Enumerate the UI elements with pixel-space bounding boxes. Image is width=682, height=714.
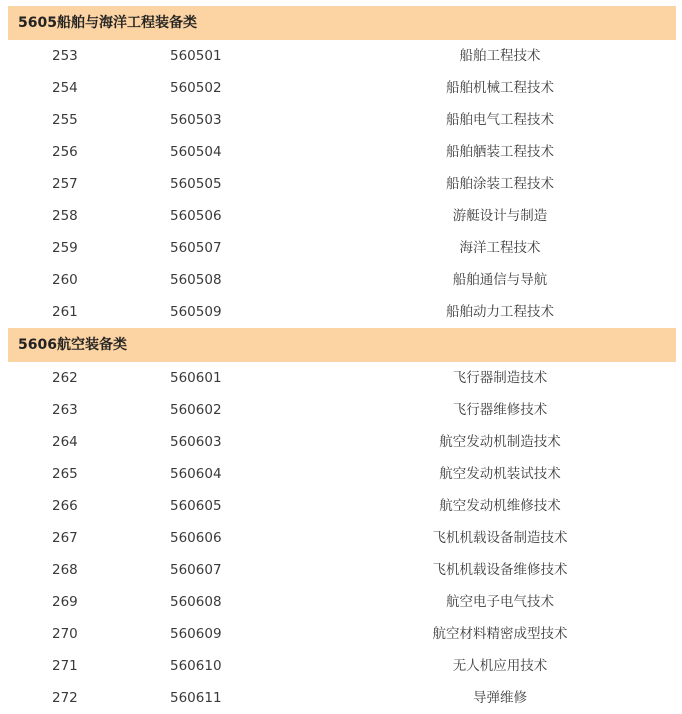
table-row xyxy=(0,200,682,232)
row-number: 261 xyxy=(52,304,78,320)
row-number: 263 xyxy=(52,402,78,418)
row-number: 265 xyxy=(52,466,78,482)
group-header-5606: 5606航空装备类 xyxy=(8,328,676,362)
major-code: 560509 xyxy=(170,304,222,320)
major-name: 飞机机载设备维修技术 xyxy=(432,562,568,578)
table-row xyxy=(0,458,682,490)
table-row xyxy=(0,394,682,426)
table-row xyxy=(0,426,682,458)
row-number: 267 xyxy=(52,530,78,546)
major-name: 航空电子电气技术 xyxy=(446,594,554,610)
row-number: 258 xyxy=(52,208,78,224)
major-code: 560602 xyxy=(170,402,222,418)
row-number: 257 xyxy=(52,176,78,192)
table-row xyxy=(0,490,682,522)
major-name: 航空发动机维修技术 xyxy=(439,498,561,514)
major-code: 560605 xyxy=(170,498,222,514)
major-code: 560501 xyxy=(170,48,222,64)
major-code: 560610 xyxy=(170,658,222,674)
major-name: 飞行器维修技术 xyxy=(452,402,548,418)
table-row xyxy=(0,362,682,394)
major-code: 560611 xyxy=(170,690,222,706)
major-name: 船舶通信与导航 xyxy=(452,272,548,288)
major-name: 飞机机载设备制造技术 xyxy=(432,530,568,546)
group-rows-5606 xyxy=(0,362,682,714)
major-code: 560601 xyxy=(170,370,222,386)
table-row xyxy=(0,682,682,714)
major-name: 船舶机械工程技术 xyxy=(446,80,554,96)
row-number: 272 xyxy=(52,690,78,706)
major-code: 560604 xyxy=(170,466,222,482)
major-code: 560502 xyxy=(170,80,222,96)
row-number: 268 xyxy=(52,562,78,578)
row-number: 259 xyxy=(52,240,78,256)
major-code: 560607 xyxy=(170,562,222,578)
table-row xyxy=(0,618,682,650)
row-number: 260 xyxy=(52,272,78,288)
group-rows-5605 xyxy=(0,40,682,328)
row-number: 262 xyxy=(52,370,78,386)
table-row xyxy=(0,554,682,586)
row-number: 255 xyxy=(52,112,78,128)
major-name: 海洋工程技术 xyxy=(459,240,541,256)
major-name: 船舶舾装工程技术 xyxy=(446,144,554,160)
table-row xyxy=(0,72,682,104)
table-row xyxy=(0,168,682,200)
group-header-5605: 5605船舶与海洋工程装备类 xyxy=(8,6,676,40)
major-code: 560609 xyxy=(170,626,222,642)
row-number: 254 xyxy=(52,80,78,96)
major-code: 560506 xyxy=(170,208,222,224)
major-name: 航空发动机装试技术 xyxy=(439,466,561,482)
major-code: 560603 xyxy=(170,434,222,450)
major-name: 航空发动机制造技术 xyxy=(439,434,561,450)
table-row xyxy=(0,522,682,554)
row-number: 269 xyxy=(52,594,78,610)
table-row xyxy=(0,40,682,72)
major-name: 导弹维修 xyxy=(473,690,527,706)
major-name: 船舶工程技术 xyxy=(459,48,541,64)
major-name: 飞行器制造技术 xyxy=(452,370,548,386)
major-code: 560606 xyxy=(170,530,222,546)
row-number: 271 xyxy=(52,658,78,674)
major-name: 无人机应用技术 xyxy=(452,658,548,674)
major-code: 560508 xyxy=(170,272,222,288)
major-name: 船舶涂装工程技术 xyxy=(446,176,554,192)
major-code: 560504 xyxy=(170,144,222,160)
table-row xyxy=(0,104,682,136)
major-name: 船舶动力工程技术 xyxy=(446,304,554,320)
major-code: 560608 xyxy=(170,594,222,610)
table-row xyxy=(0,136,682,168)
row-number: 264 xyxy=(52,434,78,450)
major-name: 船舶电气工程技术 xyxy=(446,112,554,128)
major-name: 航空材料精密成型技术 xyxy=(432,626,568,642)
major-code: 560505 xyxy=(170,176,222,192)
table-row xyxy=(0,650,682,682)
row-number: 270 xyxy=(52,626,78,642)
table-row xyxy=(0,264,682,296)
major-name: 游艇设计与制造 xyxy=(452,208,548,224)
major-code: 560507 xyxy=(170,240,222,256)
major-code: 560503 xyxy=(170,112,222,128)
table-row xyxy=(0,296,682,328)
row-number: 253 xyxy=(52,48,78,64)
row-number: 266 xyxy=(52,498,78,514)
row-number: 256 xyxy=(52,144,78,160)
table-row xyxy=(0,232,682,264)
table-row xyxy=(0,586,682,618)
